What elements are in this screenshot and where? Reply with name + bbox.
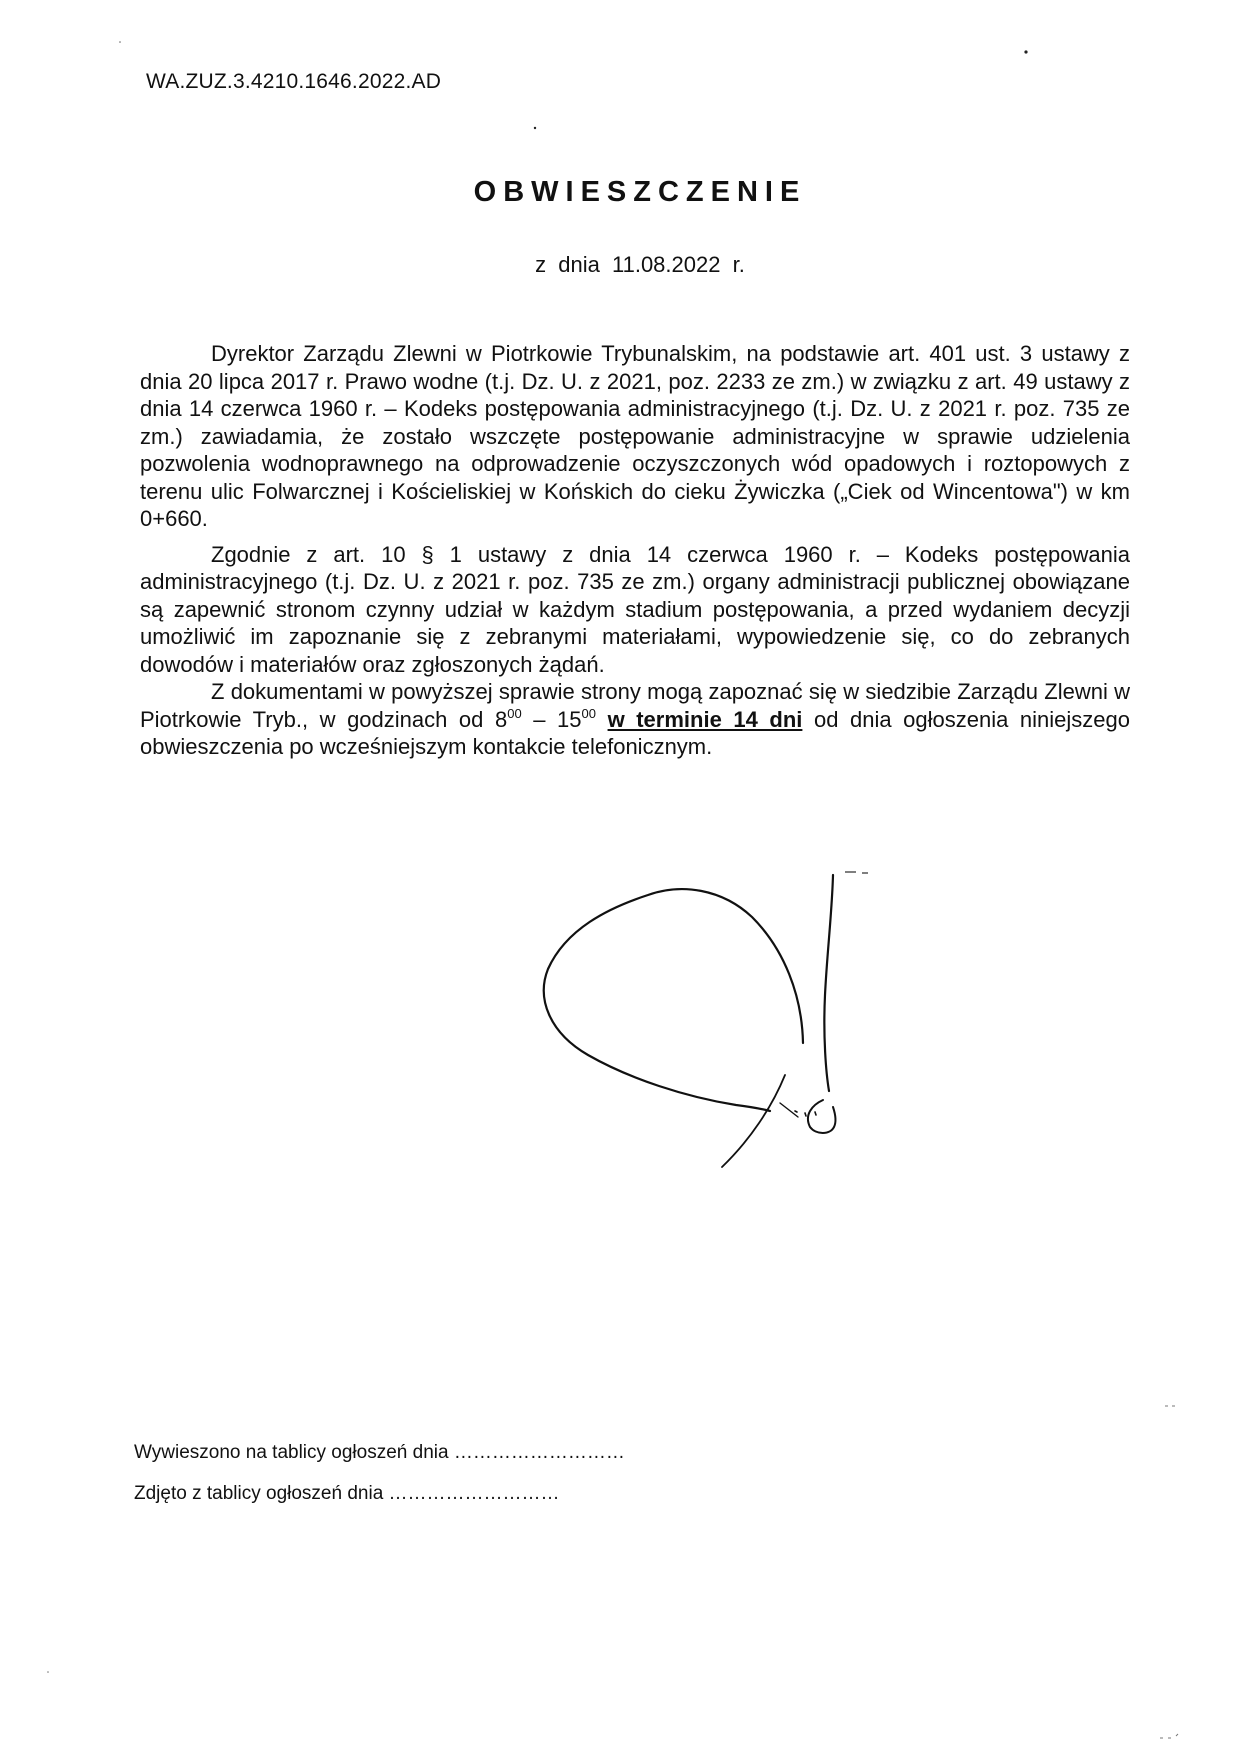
access-text-start: Z dokumentami w powyższej sprawie strony mogą zapoznać się w siedzibie Zarządu Zlewni w Piotrkowie Tryb., w godzinach od	[140, 679, 1130, 732]
paragraph-parties-rights: Zgodnie z art. 10 § 1 ustawy z dnia 14 czerwca 1960 r. – Kodeks postępowania administracyjnego (t.j. Dz. U. z 2021 r. poz. 735 ze zm.) organy administracji publicznej obowiązane są zapewnić stronom czynny udział w każdym stadium postępowania, a przed wydaniem decyzji umożliwić im zapoznanie się z zebranymi materiałami, wypowiedzenie się, co do zebranych dowodów i materiałów oraz zgłoszonych żądań.	[140, 541, 1130, 677]
posting-notes	[134, 1432, 625, 1514]
posted-on-board-line: Wywieszono na tablicy ogłoszeń dnia ………………………	[134, 1442, 625, 1463]
handwritten-signature	[540, 845, 960, 1175]
paragraph-document-access	[140, 678, 1130, 761]
document-date: z dnia 11.08.2022 r.	[535, 252, 745, 277]
hour-from: 8	[494, 706, 508, 732]
document-title: OBWIESZCZENIE	[473, 176, 807, 208]
hour-to: 15	[557, 706, 582, 732]
access-text-end: od dnia ogłoszenia niniejszego obwieszczenia po wcześniejszym kontakcie telefonicznym.	[140, 706, 1130, 759]
hour-from-minutes: 00	[507, 705, 522, 721]
deadline-emphasis: w terminie 14 dni	[607, 706, 803, 732]
removed-from-board-line: Zdjęto z tablicy ogłoszeń dnia ………………………	[134, 1483, 560, 1504]
hour-to-minutes: 00	[581, 705, 596, 721]
document-body	[140, 340, 1130, 761]
case-reference-number: WA.ZUZ.3.4210.1646.2022.AD	[146, 70, 442, 93]
hours-dash: –	[521, 706, 558, 732]
paragraph-proceedings-notice: Dyrektor Zarządu Zlewni w Piotrkowie Trybunalskim, na podstawie art. 401 ust. 3 ustawy z dnia 20 lipca 2017 r. Prawo wodne (t.j. Dz. U. z 2021, poz. 2233 ze zm.) w związku z art. 49 ustawy z dnia 14 czerwca 1960 r. – Kodeks postępowania administracyjnego (t.j. Dz. U. z 2021 r. poz. 735 ze zm.) zawiadamia, że zostało wszczęte postępowanie administracyjne w sprawie udzielenia pozwolenia wodnoprawnego na odprowadzenie oczyszczonych wód opadowych i roztopowych z terenu ulic Folwarcznej i Kościeliskiej w Końskich do cieku Żywiczka („Ciek od Wincentowa") w km 0+660.	[140, 341, 1130, 531]
